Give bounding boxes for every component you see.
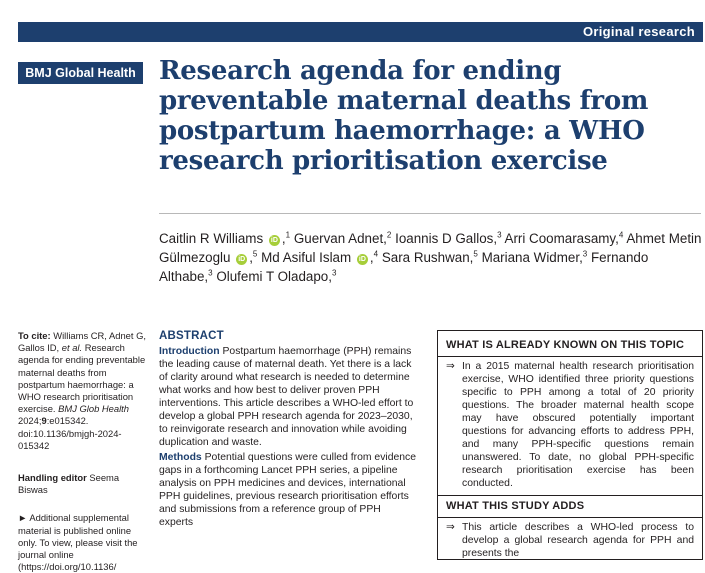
author-name: Guervan Adnet: [293, 231, 384, 246]
adds-bullet: [446, 521, 694, 560]
introduction-text: Postpartum haemorrhage (PPH) remains the leading cause of maternal death. Yet there is a lack of clarity around what research is needed to determine what works and how best to deliver proven PPH interventions. This article describes a WHO-led effort to develop a global PPH research agenda for 2023–2030, to reinvigorate research and innovation while avoiding duplication and waste.: [159, 346, 414, 448]
abstract-section: [159, 330, 417, 531]
author-item: [482, 250, 588, 265]
author-affiliation: 5: [473, 249, 478, 259]
introduction-label: Introduction: [159, 346, 220, 357]
article-title: Research agenda for ending preventable maternal deaths from postpartum haemorrhage: a WHO research prioritisation exercise: [159, 56, 649, 176]
supplemental-text[interactable]: Additional supplemental material is published online only. To view, please visit the journal online (https://doi.org/10.1136/: [18, 512, 138, 573]
bullet-arrow-icon: ⇒: [446, 361, 455, 372]
author-separator: ,: [579, 250, 583, 265]
author-affiliation: 5: [252, 249, 258, 259]
author-separator: ,: [493, 231, 498, 246]
abstract-introduction: [159, 345, 417, 449]
author-list: [159, 229, 704, 286]
known-text: In a 2015 maternal health research prioritisation exercise, WHO identified three priority questions specific to PPH among a total of 20 priority questions. The broader maternal health scope may have obscured potentially important questions for advancing efforts to address PPH, and many PPH-specific questions remain unanswered. To date, no global PPH-specific research prioritisation exercise has been conducted.: [462, 361, 694, 489]
author-item: [261, 250, 378, 265]
author-separator: ,: [281, 231, 286, 246]
supplemental-note: [18, 512, 151, 573]
known-heading: WHAT IS ALREADY KNOWN ON THIS TOPIC: [446, 339, 685, 351]
known-bullet: [446, 360, 694, 490]
orcid-icon[interactable]: iD: [238, 256, 246, 263]
author-item: [159, 231, 290, 246]
author-item: [395, 231, 501, 246]
abstract-methods: [159, 451, 417, 529]
author-affiliation: 1: [285, 230, 291, 240]
author-separator: ,: [369, 250, 374, 265]
supplemental-arrow-icon: ►: [18, 512, 28, 524]
citation-sidebar: [18, 330, 151, 573]
methods-text: Potential questions were culled from evidence gaps in a forthcoming Lancet PPH series, a pipeline analysis on PPH medicines and devices, international PPH guidelines, previous research prioritisation efforts and submissions from a reference group of PPH experts: [159, 452, 417, 528]
author-name: Olufemi T Oladapo: [216, 269, 329, 284]
cite-volume: 9: [41, 415, 47, 427]
cite-etal: et al.: [61, 342, 83, 354]
handling-editor-label: Handling editor: [18, 472, 87, 484]
author-separator: ,: [204, 269, 209, 284]
author-separator: ,: [469, 250, 474, 265]
cite-year: 2024;: [18, 415, 42, 427]
author-name: Arri Coomarasamy: [504, 231, 616, 246]
section-header-bar: [18, 22, 703, 42]
box-divider: [438, 356, 702, 357]
author-name: Ahmet Metin Gülmezoglu: [159, 231, 702, 265]
box-divider: [438, 517, 702, 518]
author-affiliation: 3: [331, 268, 337, 278]
author-affiliation: 4: [373, 249, 379, 259]
cite-doi: :e015342. doi:10.1136/bmjgh-2024-015342: [18, 415, 122, 451]
key-messages-box: [437, 330, 703, 560]
author-item: [216, 269, 336, 284]
author-name: Caitlin R Williams: [159, 231, 264, 246]
bullet-arrow-icon: ⇒: [446, 522, 455, 533]
orcid-icon[interactable]: iD: [358, 256, 366, 263]
author-affiliation: 3: [497, 230, 502, 240]
orcid-icon[interactable]: iD: [270, 237, 278, 244]
author-affiliation: 2: [386, 230, 392, 240]
methods-label: Methods: [159, 452, 202, 463]
author-item: [382, 250, 478, 265]
author-affiliation: 3: [208, 268, 213, 278]
handling-editor: [18, 472, 151, 496]
author-separator: ,: [383, 231, 387, 246]
author-affiliation: 3: [582, 249, 588, 259]
cite-title: Research agenda for ending preventable maternal deaths from postpartum haemorrhage: a WHO research prioritisation exercise.: [18, 342, 146, 415]
box-divider: [438, 495, 702, 496]
author-name: Md Asiful Islam: [261, 250, 352, 265]
author-separator: ,: [328, 269, 332, 284]
author-affiliation: 4: [618, 230, 624, 240]
title-divider: [159, 213, 701, 214]
author-name: Ioannis D Gallos: [395, 231, 494, 246]
author-name: Fernando Althabe: [159, 250, 649, 284]
abstract-heading: ABSTRACT: [159, 330, 224, 342]
handling-editor-name: Seema Biswas: [18, 472, 120, 496]
section-label: Original research: [582, 24, 695, 39]
author-item: [294, 231, 392, 246]
cite-label: To cite:: [18, 330, 51, 341]
cite-journal: BMJ Glob Health: [58, 403, 129, 415]
author-name: Sara Rushwan: [381, 250, 470, 265]
author-item: [505, 231, 624, 246]
citation-block: [18, 330, 151, 452]
author-name: Mariana Widmer: [481, 250, 580, 265]
adds-heading: WHAT THIS STUDY ADDS: [446, 500, 585, 512]
author-separator: ,: [615, 231, 619, 246]
cite-authors: Williams CR, Adnet G, Gallos ID,: [18, 330, 146, 354]
adds-text: This article describes a WHO-led process to develop a global research agenda for PPH and presents the: [462, 522, 694, 559]
journal-badge: BMJ Global Health: [18, 62, 143, 84]
author-separator: ,: [249, 250, 253, 265]
